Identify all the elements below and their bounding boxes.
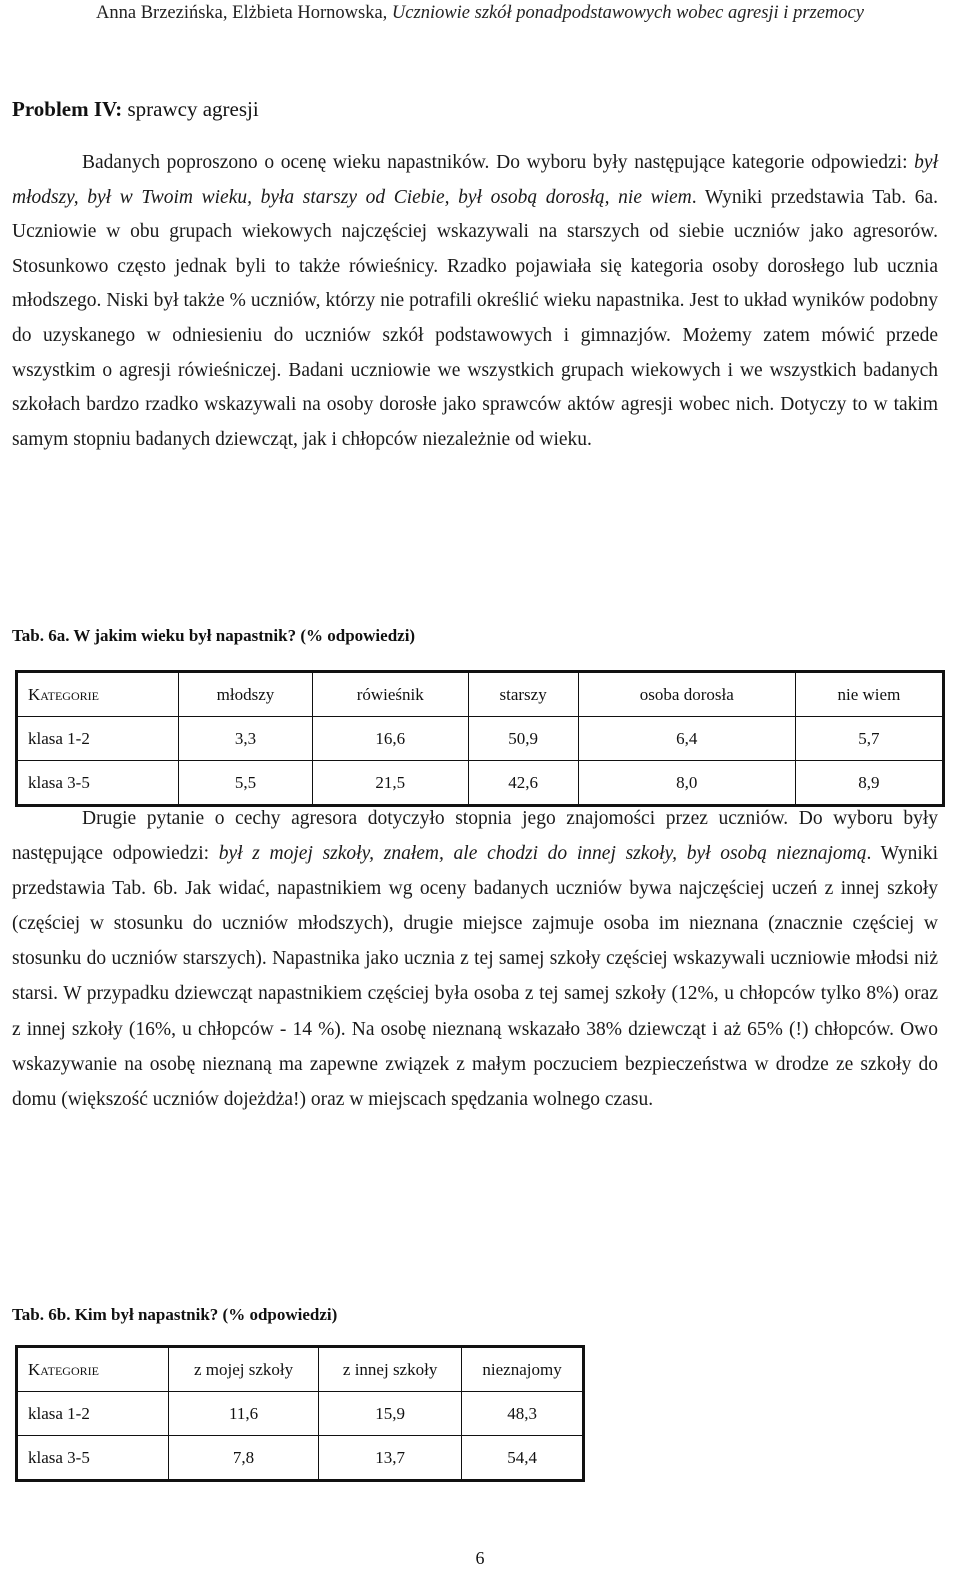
- table-header-row: [17, 1347, 584, 1392]
- section-title-text: sprawcy agresji: [127, 97, 259, 121]
- table-row: [17, 717, 944, 761]
- table-cell: 3,3: [179, 717, 313, 761]
- table-header-row: [17, 672, 944, 717]
- table-header-cell: rówieśnik: [312, 672, 468, 717]
- table-cell: 11,6: [169, 1392, 319, 1436]
- table-cell: 5,7: [795, 717, 943, 761]
- table-cell: 21,5: [312, 761, 468, 806]
- table-b-caption: Tab. 6b. Kim był napastnik? (% odpowiedzi): [12, 1305, 338, 1324]
- table-cell: 6,4: [578, 717, 795, 761]
- paragraph-age-of-aggressor: [12, 146, 938, 457]
- table-row-label: klasa 1-2: [17, 1392, 169, 1436]
- paragraph2-text-1: Drugie pytanie o cechy agresora dotyczyło stopnia jego znajomości przez uczniów. Do wyboru były następujące odpowiedzi:: [12, 808, 938, 865]
- paragraph2-text-2: . Wyniki przedstawia Tab. 6b. Jak widać, napastnikiem wg oceny badanych uczniów bywa najczęściej uczeń z innej szkoły (częściej w stosunku do uczniów młodszych), drugie miejsce zajmuje osoba im nieznana (znacznie częściej w stosunku do uczniów starszych). Napastnika jako ucznia z tej samej szkoły częściej wskazywali uczniowie młodsi niż starsi. W przypadku dziewcząt napastnikiem częściej była osoba z tej samej szkoły (12%, u chłopców tylko 8%) oraz z innej szkoły (16%, u chłopców - 14 %). Na osobę nieznaną wskazało 38% dziewcząt i aż 65% (!) chłopców. Owo wskazywanie na osobę nieznaną ma zapewne związek z małym poczuciem bezpieczeństwa w drodze ze szkoły do domu (większość uczniów dojeżdża!) oraz w miejscach spędzania wolnego czasu.: [12, 843, 938, 1110]
- table-cell: 16,6: [312, 717, 468, 761]
- section-label: Problem IV:: [12, 97, 123, 121]
- paragraph1-text-1: Badanych poproszono o ocenę wieku napastników. Do wyboru były następujące kategorie odpowiedzi:: [82, 152, 915, 173]
- paragraph-familiarity-with-aggressor: [12, 801, 938, 1117]
- table-cell: 50,9: [468, 717, 578, 761]
- table-cell: 15,9: [319, 1392, 462, 1436]
- table-cell: 7,8: [169, 1436, 319, 1481]
- table-header-cell: Kategorie: [17, 1347, 169, 1392]
- table-row-label: klasa 3-5: [17, 761, 179, 806]
- table-cell: 5,5: [179, 761, 313, 806]
- table-header-cell: starszy: [468, 672, 578, 717]
- table-header-cell: młodszy: [179, 672, 313, 717]
- table-cell: 48,3: [462, 1392, 584, 1436]
- paragraph1-text-2: . Wyniki przedstawia Tab. 6a. Uczniowie w obu grupach wiekowych najczęściej wskazywali na starszych od siebie uczniów jako agresorów. Stosunkowo często jednak byli to także rówieśnicy. Rzadko pojawiała się kategoria osoby dorosłego lub ucznia młodszego. Niski był także % uczniów, którzy nie potrafili określić wieku napastnika. Jest to układ wyników podobny do uzyskanego w odniesieniu do uczniów szkół podstawowych i gimnazjów. Możemy zatem mówić przede wszystkim o agresji rówieśniczej. Badani uczniowie we wszystkich grupach wiekowych i we wszystkich badanych szkołach bardzo rzadko wskazywali na osoby dorosłe jako sprawców aktów agresji wobec nich. Dotyczy to w takim samym stopniu badanych dziewcząt, jak i chłopców niezależnie od wieku.: [12, 186, 938, 450]
- header-title: Uczniowie szkół ponadpodstawowych wobec agresji i przemocy: [391, 3, 864, 23]
- table-cell: 8,0: [578, 761, 795, 806]
- table-a-caption: [12, 626, 415, 646]
- table-row: [17, 1436, 584, 1481]
- page-number: 6: [475, 1548, 485, 1568]
- table-header-cell: z innej szkoły: [319, 1347, 462, 1392]
- table-who-was-aggressor: [15, 1345, 585, 1482]
- table-header-cell: osoba dorosła: [578, 672, 795, 717]
- table-cell: 42,6: [468, 761, 578, 806]
- section-title: [12, 94, 259, 124]
- table-header-cell: nieznajomy: [462, 1347, 584, 1392]
- table-row-label: klasa 3-5: [17, 1436, 169, 1481]
- running-header: [0, 0, 960, 26]
- table-age-of-aggressor: [15, 670, 945, 807]
- table-row: [17, 1392, 584, 1436]
- table-header-cell: z mojej szkoły: [169, 1347, 319, 1392]
- table-row-label: klasa 1-2: [17, 717, 179, 761]
- paragraph1-italic-options: był młodszy, był w Twoim wieku, była starszy od Ciebie, był osobą dorosłą, nie wiem: [12, 152, 938, 208]
- table-a-caption-suffix: (% odpowiedzi): [300, 626, 416, 645]
- table-cell: 13,7: [319, 1436, 462, 1481]
- table-header-cell: Kategorie: [17, 672, 179, 717]
- table-cell: 54,4: [462, 1436, 584, 1481]
- table-cell: 8,9: [795, 761, 943, 806]
- table-header-cell: nie wiem: [795, 672, 943, 717]
- table-row: [17, 761, 944, 806]
- header-authors: Anna Brzezińska, Elżbieta Hornowska,: [96, 3, 388, 23]
- table-a-caption-text: Tab. 6a. W jakim wieku był napastnik?: [12, 626, 297, 645]
- paragraph2-italic-options: był z mojej szkoły, znałem, ale chodzi do innej szkoły, był osobą nieznajomą: [218, 843, 867, 865]
